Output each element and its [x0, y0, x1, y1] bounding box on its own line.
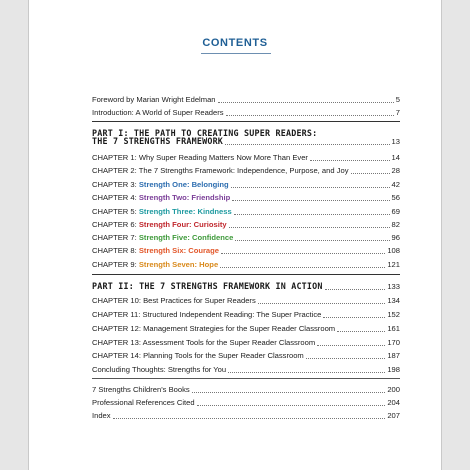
- dot-leader: [306, 358, 386, 359]
- toc-entry-chapter-13[interactable]: [92, 337, 400, 348]
- part-one-title-line2: THE 7 STRENGTHS FRAMEWORK: [92, 136, 224, 146]
- dot-leader: [258, 303, 386, 304]
- toc-entry-references[interactable]: [92, 397, 400, 408]
- chapter-prefix: CHAPTER 4:: [92, 193, 139, 202]
- dot-leader: [232, 200, 389, 201]
- chapter-prefix: CHAPTER 7:: [92, 233, 139, 242]
- dot-leader: [225, 144, 389, 145]
- toc-page-number: 198: [387, 365, 400, 374]
- toc-page-number: 134: [387, 296, 400, 305]
- part-two-title: PART II: THE 7 STRENGTHS FRAMEWORK IN ACTION: [92, 281, 323, 291]
- toc-entry-foreword[interactable]: [92, 94, 400, 105]
- dot-leader: [228, 372, 385, 373]
- toc-page-number: 170: [387, 338, 400, 347]
- dot-leader: [218, 102, 394, 103]
- chapter-prefix: CHAPTER 2:: [92, 166, 139, 175]
- toc-page-number: 121: [387, 260, 400, 269]
- toc-page-number: 96: [391, 233, 400, 242]
- chapter-prefix: CHAPTER 9:: [92, 260, 139, 269]
- toc-entry-chapter-11[interactable]: [92, 309, 400, 320]
- chapter-name: Best Practices for Super Readers: [143, 296, 256, 305]
- toc-entry-label: 7 Strengths Children's Books: [92, 385, 190, 394]
- toc-entry-label: Foreword by Marian Wright Edelman: [92, 95, 216, 104]
- chapter-name: Strength Four: Curiosity: [138, 220, 227, 229]
- chapter-name: Strength One: Belonging: [138, 180, 229, 189]
- dot-leader: [235, 240, 389, 241]
- dot-leader: [226, 115, 394, 116]
- chapter-name: Assessment Tools for the Super Reader Classroom: [142, 338, 316, 347]
- dot-leader: [323, 317, 385, 318]
- toc-entry-childrens-books[interactable]: [92, 384, 400, 395]
- dot-leader: [351, 173, 390, 174]
- dot-leader: [192, 392, 386, 393]
- toc-entry-index[interactable]: [92, 410, 400, 421]
- toc-entry-introduction[interactable]: [92, 107, 400, 118]
- part-two-rule: [92, 274, 400, 275]
- back-matter-rule: [92, 378, 400, 379]
- chapter-prefix: CHAPTER 12:: [92, 324, 144, 333]
- toc-page-number: 108: [387, 246, 400, 255]
- toc-entry-chapter-6[interactable]: [92, 219, 400, 230]
- toc-entry-chapter-5[interactable]: [92, 206, 400, 217]
- toc-page-number: 7: [395, 108, 400, 117]
- chapter-name: Concluding Thoughts: Strengths for You: [92, 365, 227, 374]
- toc-entry-chapter-4[interactable]: [92, 192, 400, 203]
- chapter-prefix: CHAPTER 6:: [92, 220, 139, 229]
- toc-entry-chapter-12[interactable]: [92, 323, 400, 334]
- chapter-name: Why Super Reading Matters Now More Than Ever: [138, 153, 308, 162]
- chapter-prefix: CHAPTER 8:: [92, 246, 139, 255]
- chapter-prefix: CHAPTER 10:: [92, 296, 144, 305]
- chapter-name: Management Strategies for the Super Reader Classroom: [143, 324, 336, 333]
- chapter-prefix: CHAPTER 5:: [92, 207, 139, 216]
- toc-entry-label: Index: [92, 411, 111, 420]
- dot-leader: [234, 214, 390, 215]
- toc-entry-chapter-8[interactable]: [92, 245, 400, 256]
- toc-entry-chapter-3[interactable]: [92, 179, 400, 190]
- toc-page-number: 28: [391, 166, 400, 175]
- toc-entry-label: Introduction: A World of Super Readers: [92, 108, 224, 117]
- toc-page-number: 14: [391, 153, 400, 162]
- toc-page-number: 13: [391, 137, 400, 146]
- dot-leader: [220, 267, 385, 268]
- chapter-prefix: CHAPTER 14:: [92, 351, 144, 360]
- dot-leader: [310, 160, 390, 161]
- toc-page-number: 69: [391, 207, 400, 216]
- chapter-name: Strength Two: Friendship: [138, 193, 231, 202]
- toc-entry-part-two[interactable]: [92, 281, 400, 292]
- title-underline: [201, 53, 271, 54]
- toc-entry-chapter-1[interactable]: [92, 152, 400, 163]
- toc-page-number: 56: [391, 193, 400, 202]
- dot-leader: [337, 331, 385, 332]
- dot-leader: [317, 345, 385, 346]
- part-one-rule: [92, 121, 400, 122]
- chapter-name: Strength Three: Kindness: [138, 207, 232, 216]
- part-one-title-line1: PART I: THE PATH TO CREATING SUPER READERS:: [92, 128, 318, 138]
- toc-page-number: 200: [387, 385, 400, 394]
- toc-page-number: 161: [387, 324, 400, 333]
- toc-entry-chapter-10[interactable]: [92, 295, 400, 306]
- chapter-prefix: CHAPTER 11:: [92, 310, 143, 319]
- toc-entry-chapter-14[interactable]: [92, 350, 400, 361]
- toc-page-number: 133: [387, 282, 400, 291]
- chapter-name: Strength Five: Confidence: [138, 233, 234, 242]
- dot-leader: [197, 405, 386, 406]
- toc-entry-chapter-2[interactable]: [92, 165, 400, 176]
- chapter-prefix: CHAPTER 13:: [92, 338, 143, 347]
- chapter-name: Structured Independent Reading: The Super Practice: [142, 310, 322, 319]
- toc-entry-chapter-9[interactable]: [92, 259, 400, 270]
- toc-page-number: 152: [387, 310, 400, 319]
- dot-leader: [325, 289, 386, 290]
- chapter-name: Strength Six: Courage: [138, 246, 220, 255]
- toc-page-number: 204: [387, 398, 400, 407]
- chapter-name: Strength Seven: Hope: [138, 260, 219, 269]
- toc-page-number: 187: [387, 351, 400, 360]
- document-page: [28, 0, 442, 470]
- page-title: CONTENTS: [202, 37, 268, 49]
- toc-entry-chapter-7[interactable]: [92, 232, 400, 243]
- toc-entry-label: Professional References Cited: [92, 398, 195, 407]
- dot-leader: [229, 227, 390, 228]
- toc-page-number: 207: [387, 411, 400, 420]
- dot-leader: [231, 187, 390, 188]
- chapter-name: Planning Tools for the Super Reader Classroom: [143, 351, 304, 360]
- toc-entry-part-one[interactable]: [92, 136, 400, 147]
- chapter-prefix: CHAPTER 3:: [92, 180, 139, 189]
- dot-leader: [113, 418, 386, 419]
- toc-page-number: 42: [391, 180, 400, 189]
- toc-page-number: 5: [395, 95, 400, 104]
- chapter-prefix: CHAPTER 1:: [92, 153, 139, 162]
- toc-page-number: 82: [391, 220, 400, 229]
- toc-entry-concluding-thoughts[interactable]: [92, 364, 400, 375]
- dot-leader: [221, 253, 385, 254]
- chapter-name: The 7 Strengths Framework: Independence, Purpose, and Joy: [138, 166, 349, 175]
